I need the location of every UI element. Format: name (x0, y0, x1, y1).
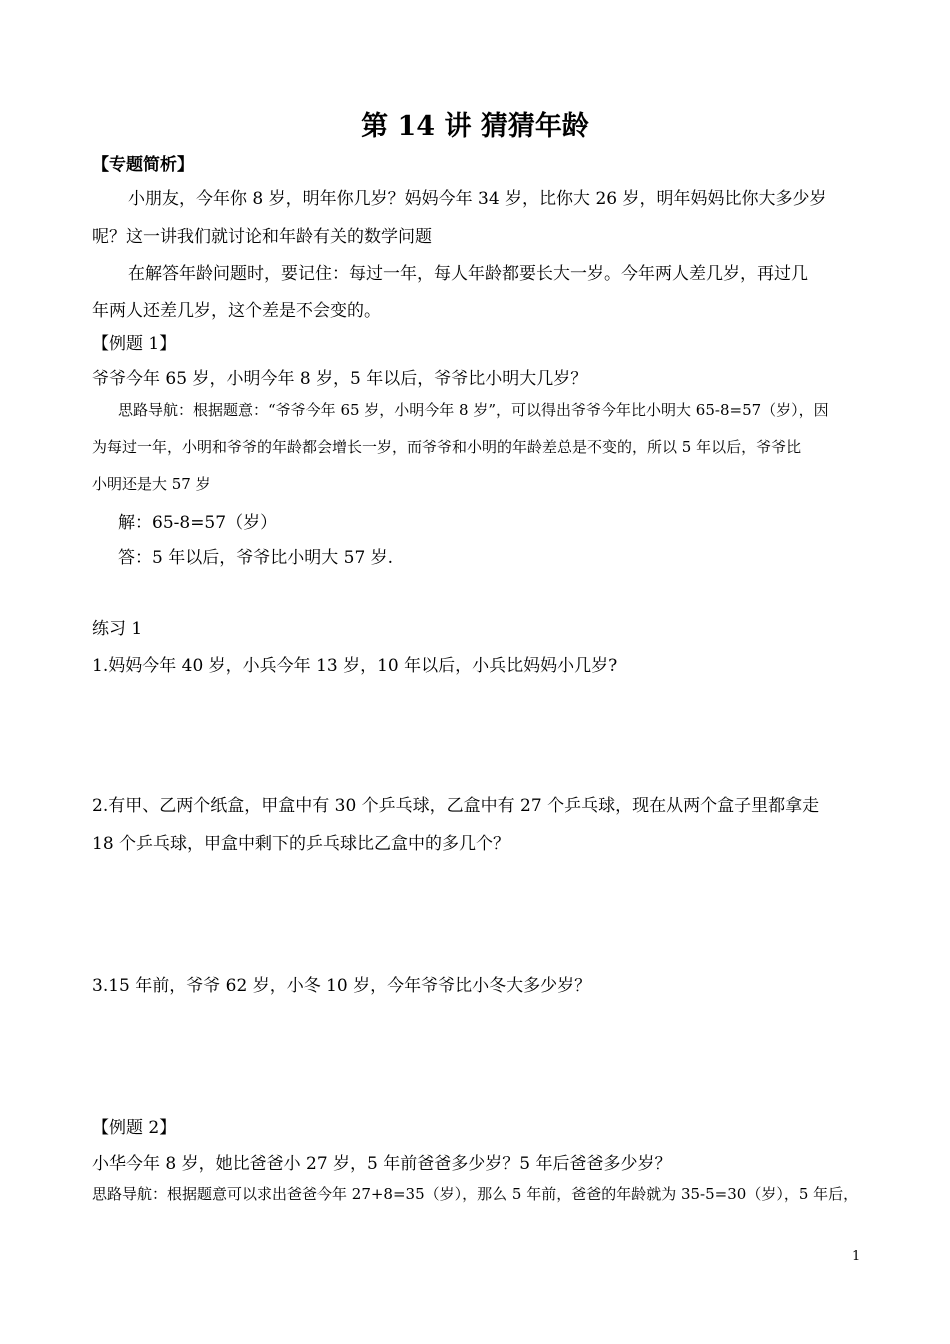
example2-hint: 思路导航：根据题意可以求出爸爸今年 27+8=35（岁），那么 5 年前，爸爸的年龄就为 35-5=30（岁），5 年后， (92, 1185, 859, 1203)
example1-hint-line-1: 思路导航：根据题意：“爷爷今年 65 岁，小明今年 8 岁”，可以得出爷爷今年比小明大 65-8=57（岁），因 (118, 401, 829, 419)
section-heading: 【专题简析】 (92, 155, 194, 175)
example1-hint-line-3: 小明还是大 57 岁 (92, 475, 211, 493)
example1-hint-line-2: 为每过一年，小明和爷爷的年龄都会增长一岁，而爷爷和小明的年龄差总是不变的，所以 5 年以后，爷爷比 (92, 438, 802, 456)
example2-question: 小华今年 8 岁，她比爸爸小 27 岁，5 年前爸爸多少岁？5 年后爸爸多少岁？ (92, 1154, 672, 1174)
intro-line-1: 小朋友，今年你 8 岁，明年你几岁？妈妈今年 34 岁，比你大 26 岁，明年妈妈比你大多少岁 (128, 189, 827, 209)
practice1-question-2-line-2: 18 个乒乓球，甲盒中剩下的乒乓球比乙盒中的多几个？ (92, 834, 511, 854)
intro-line-4: 年两人还差几岁，这个差是不会变的。 (92, 301, 381, 321)
practice1-question-3: 3.15 年前，爷爷 62 岁，小冬 10 岁，今年爷爷比小冬大多少岁？ (92, 976, 592, 996)
intro-line-2: 呢？这一讲我们就讨论和年龄有关的数学问题 (92, 227, 432, 247)
example1-heading: 【例题 1】 (92, 334, 177, 354)
intro-line-3: 在解答年龄问题时，要记住：每过一年，每人年龄都要长大一岁。今年两人差几岁，再过几 (128, 264, 808, 284)
example1-answer: 答：5 年以后，爷爷比小明大 57 岁. (118, 548, 394, 568)
example1-solution: 解：65-8=57（岁） (118, 513, 278, 533)
page-title: 第 14 讲 猜猜年龄 (361, 111, 589, 142)
example1-question: 爷爷今年 65 岁，小明今年 8 岁，5 年以后，爷爷比小明大几岁？ (92, 369, 588, 389)
page-number: 1 (852, 1249, 861, 1264)
practice1-question-2-line-1: 2.有甲、乙两个纸盒，甲盒中有 30 个乒乓球，乙盒中有 27 个乒乓球，现在从两个盒子里都拿走 (92, 796, 820, 816)
practice1-question-1: 1.妈妈今年 40 岁，小兵今年 13 岁，10 年以后，小兵比妈妈小几岁? (92, 656, 618, 676)
practice1-heading: 练习 1 (92, 619, 143, 639)
example2-heading: 【例题 2】 (92, 1118, 177, 1138)
